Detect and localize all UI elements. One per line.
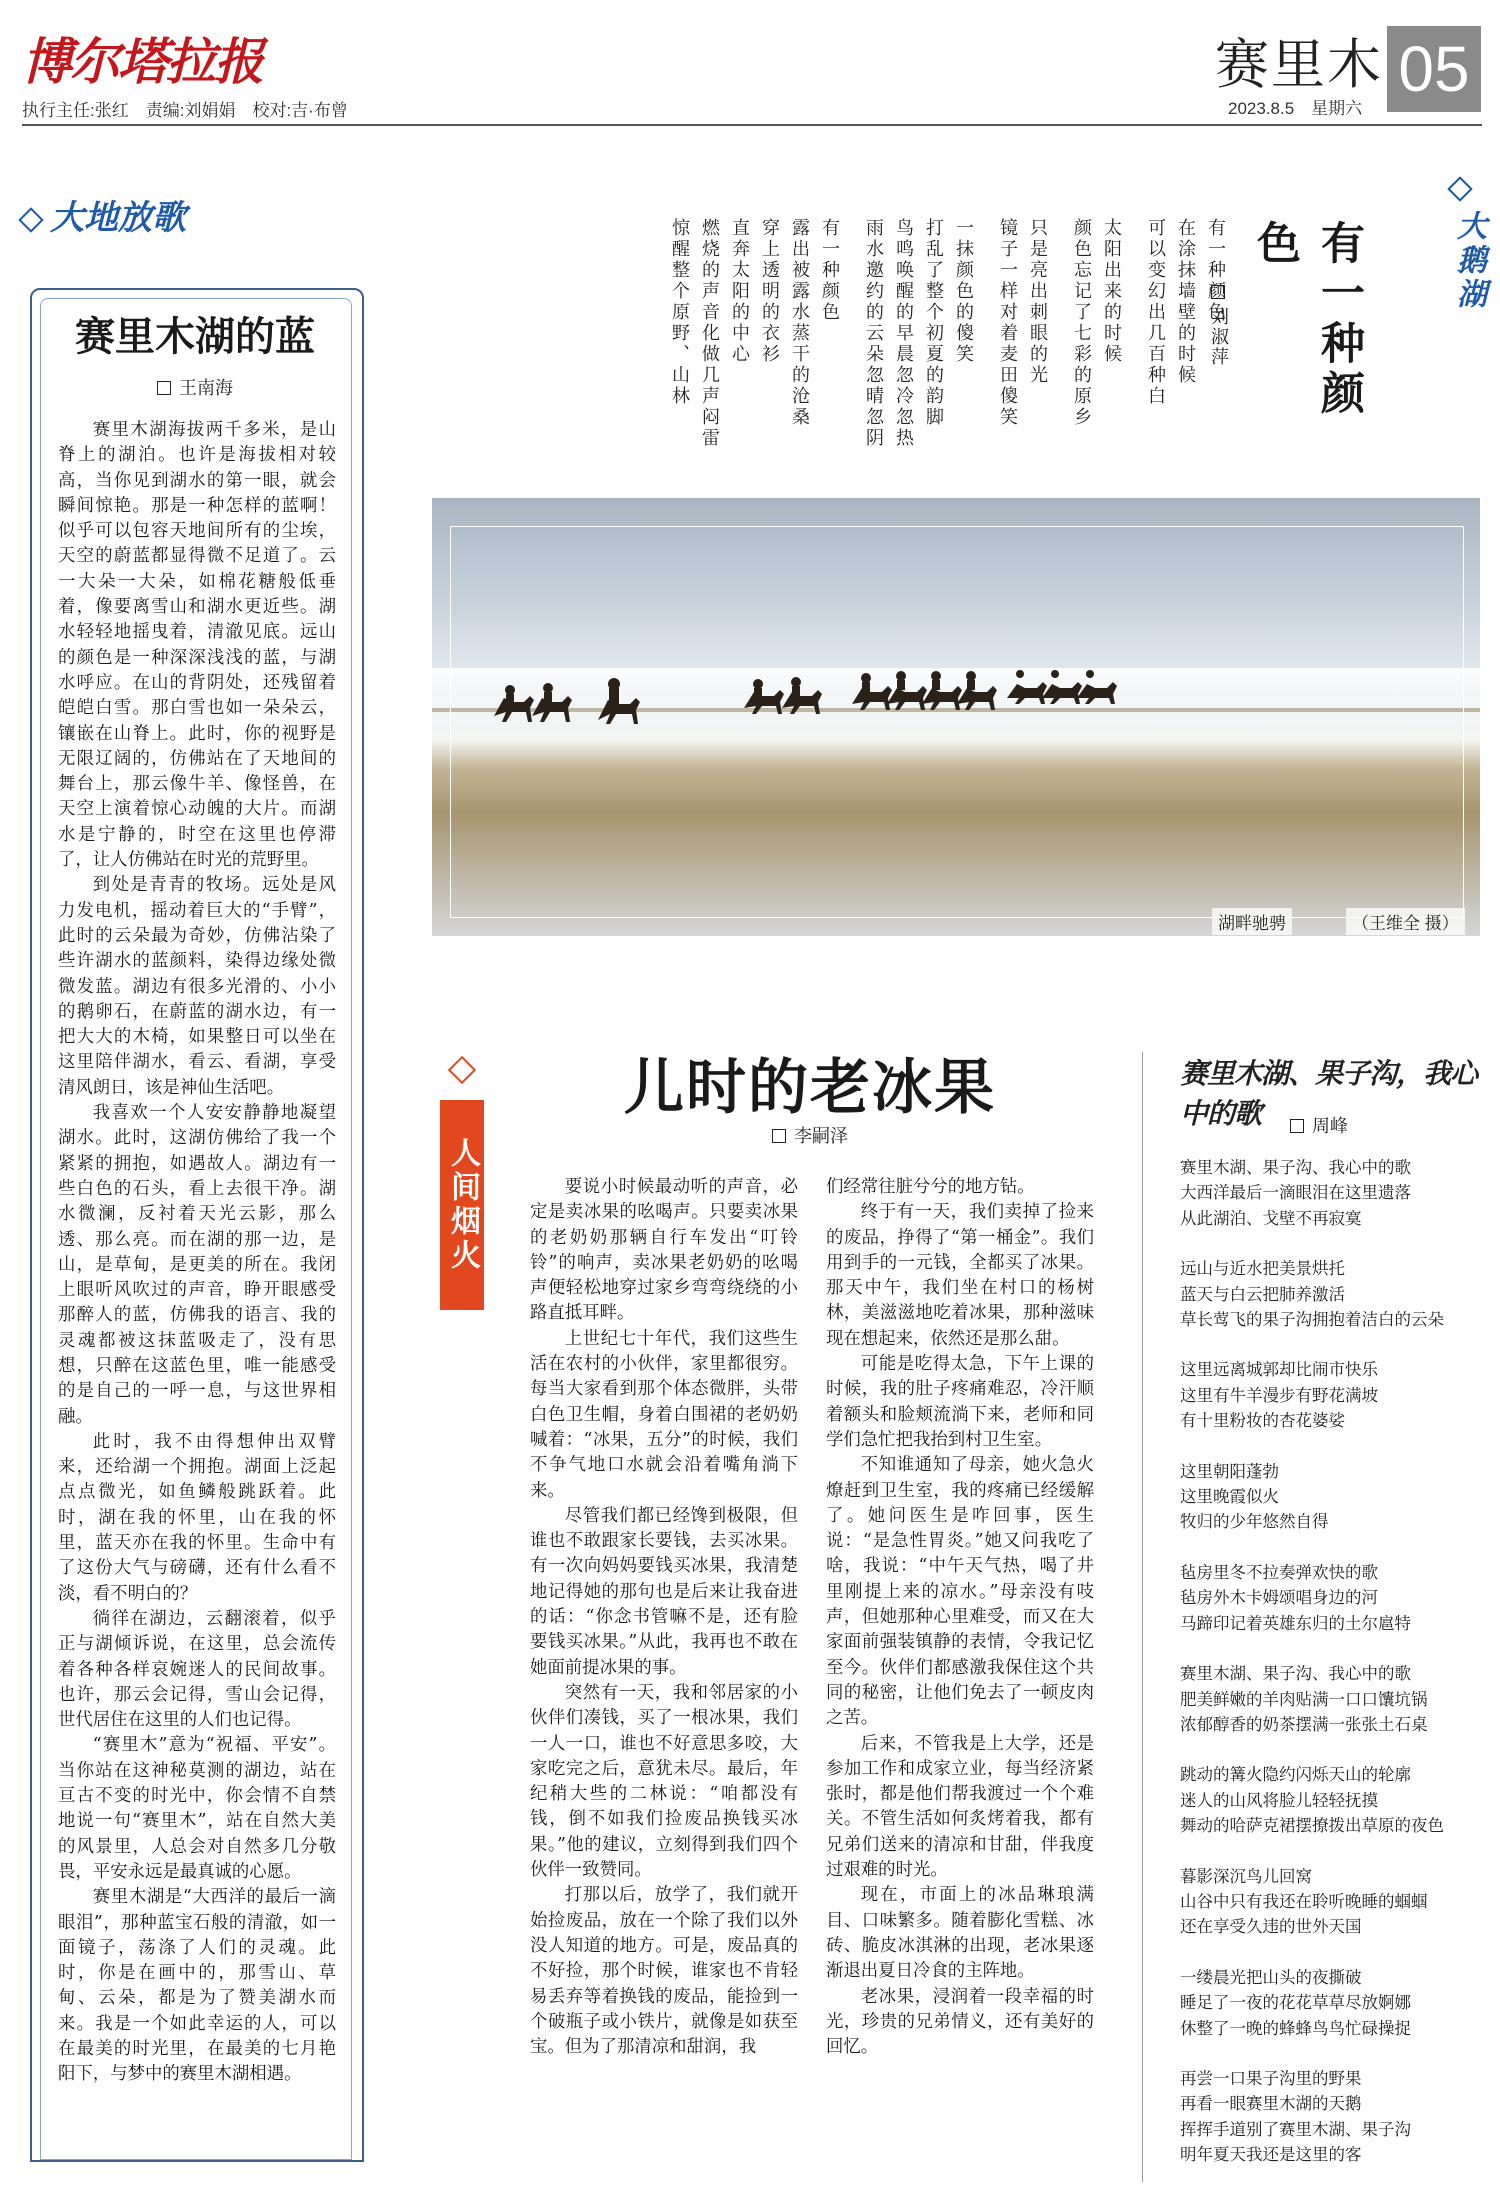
stanza-gap [1126,218,1140,468]
poem-line: 暮影深沉鸟儿回窝 [1180,1866,1312,1886]
stanza [1180,1965,1480,2041]
poem-line: 燃烧的声音化做几声闷雷 [699,218,720,449]
poem-line: 明年夏天我还是这里的客 [1180,2145,1362,2165]
photo-inner-frame [450,526,1464,918]
poem-line: 浓郁醇香的奶茶摆满一张张土石桌 [1180,1714,1428,1734]
poem-lines [664,218,1230,468]
poem-line: 打乱了整个初夏的韵脚 [923,218,944,428]
poem-author: 刘淑萍 [1209,307,1229,367]
stanza [1180,1661,1480,1737]
paragraph: 不知谁通知了母亲，她火急火燎赶到卫生室，我的疼痛已经缓解了。她问医生是咋回事，医生说：“是急性胃炎。”她又问我吃了啥，我说：“中午天气热，喝了井里刚提上来的凉水。”母亲没有吱声，但她那种心里难受，而又在大家面前强装镇静的表情，令我记忆至今。伙伴们都感激我保住这个共同的秘密，让他们免去了一顿皮肉之苦。 [826,1455,1094,1729]
middle-article-column-1 [530,1175,798,2060]
poem-line: 只是亮出刺眼的光 [1027,218,1048,386]
poem-line: 肥美鲜嫩的羊肉贴满一口口馕坑锅 [1180,1689,1428,1709]
paragraph: 徜徉在湖边，云翻滚着，似乎正与湖倾诉说，在这里，总会流传着各种各样哀婉迷人的民间故事。也许，那云会记得，雪山会记得，世代居住在这里的人们也记得。 [58,1608,336,1731]
poem-line: 太阳出来的时候 [1101,218,1122,365]
diamond-icon [448,1056,476,1084]
poem-line: 一抹颜色的傻笑 [953,218,974,365]
issue-date: 2023.8.5 星期六 [1228,99,1363,118]
paragraph: 可能是吃得太急，下午上课的时候，我的肚子疼痛难忍，冷汗顺着额头和脸颊流淌下来，老师和同学们急忙把我抬到村卫生室。 [826,1354,1094,1450]
poem-line: 草长莺飞的果子沟拥抱着洁白的云朵 [1180,1310,1444,1330]
stanza [1180,1155,1480,1231]
poem-line: 有一种颜色 [819,218,840,323]
paragraph: “赛里木”意为“祝福、平安”。当你站在这神秘莫测的湖边，站在亘古不变的时光中，你会情不自禁地说一句“赛里木”，站在自然大美的风景里，人总会对自然多几分敬畏，平安永远是最真诚的心愿。 [58,1735,336,1882]
poem-line: 牧归的少年悠然自得 [1180,1512,1329,1532]
poem-line: 有一种颜色 [1205,218,1226,323]
middle-article-title: 儿时的老冰果 [624,1053,996,1123]
poem-line: 从此湖泊、戈壁不再寂寞 [1180,1208,1362,1228]
diamond-icon [1447,176,1472,201]
poem-line: 这里晚霞似火 [1180,1487,1279,1507]
photo-caption: 湖畔驰骋 [1212,908,1292,935]
stanza [1180,2066,1480,2168]
page-number: 05 [1387,26,1481,112]
poem-line: 可以变幻出几百种白 [1145,218,1166,407]
right-poem-title: 赛里木湖、果子沟，我心中的歌 [1180,1057,1478,1130]
stanza [1180,1560,1480,1636]
paragraph: 我喜欢一个人安安静静地凝望湖水。此时，这湖仿佛给了我一个紧紧的拥抱，如遇故人。湖边有一些白色的石头，看上去很干净。湖水微澜，反衬着天光云影，那么透、那么亮。而在湖的那一边，是山，是草甸，是更美的所在。我闭上眼听风吹过的声音，睁开眼感受那醉人的蓝，仿佛我的语言、我的灵魂都被这抹蓝吸走了，没有思想，只醉在这蓝色里，唯一能感受的是自己的一呼一息，与这世界相融。 [58,1103,336,1427]
poem-line: 跳动的篝火隐约闪烁天山的轮廓 [1180,1765,1411,1785]
paragraph: 老冰果，浸润着一段幸福的时光，珍贵的兄弟情义，还有美好的回忆。 [826,1986,1094,2058]
left-article-body [58,418,336,2088]
poem-line: 挥挥手道别了赛里木湖、果子沟 [1180,2119,1411,2139]
stanza [1180,1762,1480,1838]
paragraph: 上世纪七十年代，我们这些生活在农村的小伙伴，家里都很穷。每当大家看到那个体态微胖，头带白色卫生帽，身着白围裙的老奶奶喊着：“冰果，五分”的时候，我们不争气地口水就会沿着嘴角淌下来。 [530,1328,798,1501]
square-icon [772,1129,786,1143]
diamond-icon [18,207,43,232]
poem-line: 惊醒整个原野、山林 [669,218,690,407]
stanza [1180,1459,1480,1535]
poem-title: 有一种颜色 [1249,220,1364,420]
right-poem-body [1180,1155,1480,2193]
paragraph: 现在，市面上的冰品琳琅满目、口味繁多。随着膨化雪糕、冰砖、脆皮冰淇淋的出现，老冰果逐渐退出夏日冷食的主阵地。 [826,1885,1094,1982]
masthead-rule [22,124,1482,126]
left-article-title: 赛里木湖的蓝 [75,313,315,360]
square-icon [157,381,171,395]
poem-line: 舞动的哈萨克裙摆撩拨出草原的夜色 [1180,1816,1444,1836]
poem-line: 毡房外木卡姆颂唱身边的河 [1180,1588,1378,1608]
paragraph: 要说小时候最动听的声音，必定是卖冰果的吆喝声。只要卖冰果的老奶奶那辆自行车发出“叮铃铃”的响声，卖冰果老奶奶的吆喝声便轻松地穿过家乡弯弯绕绕的小路直抵耳畔。 [530,1177,798,1324]
poem-line: 穿上透明的衣衫 [759,218,780,365]
side-column-tag: 大鹅湖 [1451,210,1486,312]
poem-line: 再尝一口果子沟里的野果 [1180,2068,1362,2088]
photo-credit: （王维全 摄） [1346,908,1465,935]
column-divider [1142,1052,1143,2182]
stanza [1180,1864,1480,1940]
poem-line: 山谷中只有我还在聆听晚睡的蝈蝈 [1180,1891,1428,1911]
poem-line: 休整了一晚的蜂蜂鸟鸟忙碌操捉 [1180,2018,1411,2038]
poem-line: 赛里木湖、果子沟、我心中的歌 [1180,1158,1411,1177]
poem-line: 鸟鸣唤醒的早晨忽冷忽热 [893,218,914,449]
paragraph: 赛里木湖是“大西洋的最后一滴眼泪”，那种蓝宝石般的清澈，如一面镜子，荡涤了人们的灵魂。此时，你是在画中的，那雪山、草甸、云朵，都是为了赞美湖水而来。我是一个如此幸运的人，可以在最美的时光里，在最美的七月艳阳下，与梦中的赛里木湖相遇。 [58,1887,336,2085]
poem-line: 这里有牛羊漫步有野花满坡 [1180,1385,1378,1405]
poem-line: 马蹄印记着英雄东归的土尔扈特 [1180,1613,1411,1633]
paragraph: 后来，不管我是上大学，还是参加工作和成家立业，每当经济紧张时，都是他们帮我渡过一个个难关。不管生活如何炙烤着我，都有兄弟们送来的清凉和甘甜，伴我度过艰难的时光。 [826,1733,1094,1881]
poem-line: 有十里粉妆的杏花婆娑 [1180,1411,1345,1431]
paragraph: 打那以后，放学了，我们就开始捡废品，放在一个除了我们以外没人知道的地方。可是，废品真的不好捡，那个时候，谁家也不肯轻易丢弃等着换钱的废品，能捡到一个破瓶子或小铁片，就像是如获至宝。但为了那清凉和甜润，我 [530,1885,798,2058]
poem-line: 在涂抹墙壁的时候 [1175,218,1196,386]
poem-line: 迷人的山风将脸儿轻轻抚摸 [1180,1790,1378,1810]
column-tag-vertical: 人间烟火 [440,1100,484,1310]
poem-line: 大西洋最后一滴眼泪在这里遗落 [1180,1183,1411,1203]
newspaper-logo: 博尔塔拉报 [22,32,262,91]
middle-article-column-2 [826,1175,1094,2060]
paragraph: 们经常往脏兮兮的地方钻。 [826,1177,1035,1197]
middle-article-byline [500,1122,1120,1148]
poem-line: 毡房里冬不拉奏弹欢快的歌 [1180,1562,1378,1582]
stanza-gap [1052,218,1066,468]
poem-line: 赛里木湖、果子沟、我心中的歌 [1180,1664,1411,1684]
paragraph: 终于有一天，我们卖掉了捡来的废品，挣得了“第一桶金”。我们用到手的一元钱，全都买了冰果。那天中午，我们坐在村口的杨树林，美滋滋地吃着冰果，那种滋味现在想起来，依然还是那么甜。 [826,1202,1094,1349]
paragraph: 到处是青青的牧场。远处是风力发电机，摇动着巨大的“手臂”，此时的云朵最为奇妙，仿佛沾染了些许湖水的蓝颜料，染得边缘处微微发蓝。湖边有很多光滑的、小小的鹅卵石，在蔚蓝的湖水边，有一把大大的木椅，如果整日可以坐在这里陪伴湖水，看云、看湖，享受清风朗日，该是神仙生活吧。 [58,875,336,1098]
poem-line: 还在享受久违的世外天国 [1180,1917,1362,1937]
right-poem-byline [1290,1112,1348,1138]
paragraph: 赛里木湖海拔两千多米，是山脊上的湖泊。也许是海拔相对较高，当你见到湖水的第一眼，就会瞬间惊艳。那是一种怎样的蓝啊！似乎可以包容天地间所有的尘埃，天空的蔚蓝都显得微不足道了。云一大朵一大朵，如棉花糖般低垂着，像要离雪山和湖水更近些。湖水轻轻地摇曳着，清澈见底。远山的颜色是一种深深浅浅的蓝，与湖水呼应。在山的背阴处，还残留着皑皑白雪。那白雪也如一朵朵云，镶嵌在山脊上。此时，你的视野是无限辽阔的，仿佛站在了天地间的舞台上，那云像牛羊、像怪兽，在天空上演着惊心动魄的大片。而湖水是宁静的，时空在这里也停滞了，让人仿佛站在时光的荒野里。 [58,420,336,871]
poem-line: 这里远离城郭却比闹市快乐 [1180,1360,1378,1380]
paragraph: 此时，我不由得想伸出双臂来，还给湖一个拥抱。湖面上泛起点点微光，如鱼鳞般跳跃着。此时，湖在我的怀里，山在我的怀里，蓝天亦在我的怀里。生命中有了这份大气与磅礴，还有什么看不淡，看不明白的？ [58,1431,336,1604]
stanza [1180,1357,1480,1433]
stanza [1180,1256,1480,1332]
poem-line: 再看一眼赛里木湖的天鹅 [1180,2094,1362,2114]
poem-line: 直奔太阳的中心 [729,218,750,365]
paragraph: 尽管我们都已经馋到极限，但谁也不敢跟家长要钱，去买冰果。有一次向妈妈要钱买冰果，我清楚地记得她的那句也是后来让我奋进的话：“你念书管嘛不是，还有脸要钱买冰果。”从此，我再也不敢在她面前提冰果的事。 [530,1505,798,1678]
poem-line: 雨水邀约的云朵忽晴忽阴 [863,218,884,449]
section-title: 赛里木 [1215,35,1383,95]
poem-line: 这里朝阳蓬勃 [1180,1461,1279,1481]
poem-line: 蓝天与白云把肺养激活 [1180,1284,1345,1304]
poem-line: 睡足了一夜的花花草草尽放婀娜 [1180,1993,1411,2013]
stanza-gap [844,218,858,468]
left-article-author: 王南海 [179,378,233,398]
middle-article-author: 李嗣泽 [794,1126,848,1146]
staff-credits: 执行主任:张红 责编:刘娟娟 校对:吉·布曾 [22,101,348,120]
left-article-byline [40,374,350,400]
column-tag [22,190,186,239]
poem-line: 一缕晨光把山头的夜撕破 [1180,1967,1362,1987]
right-poem-author: 周峰 [1312,1116,1348,1136]
column-tag-label: 大地放歌 [50,198,186,238]
paragraph: 突然有一天，我和邻居家的小伙伴们凑钱，买了一根冰果，我们一人一口，谁也不好意思多咬，大家吃完之后，意犹未尽。最后，年纪稍大些的二林说：“咱都没有钱，倒不如我们捡废品换钱买冰果。”他的建议，立刻得到我们四个伙伴一致赞同。 [530,1682,798,1881]
square-icon [1290,1119,1304,1133]
stanza-gap [978,218,992,468]
poem-line: 颜色忘记了七彩的原乡 [1071,218,1092,428]
poem-line: 镜子一样对着麦田傻笑 [997,218,1018,428]
poem-line: 露出被露水蒸干的沧桑 [789,218,810,428]
poem-line: 远山与近水把美景烘托 [1180,1259,1345,1279]
